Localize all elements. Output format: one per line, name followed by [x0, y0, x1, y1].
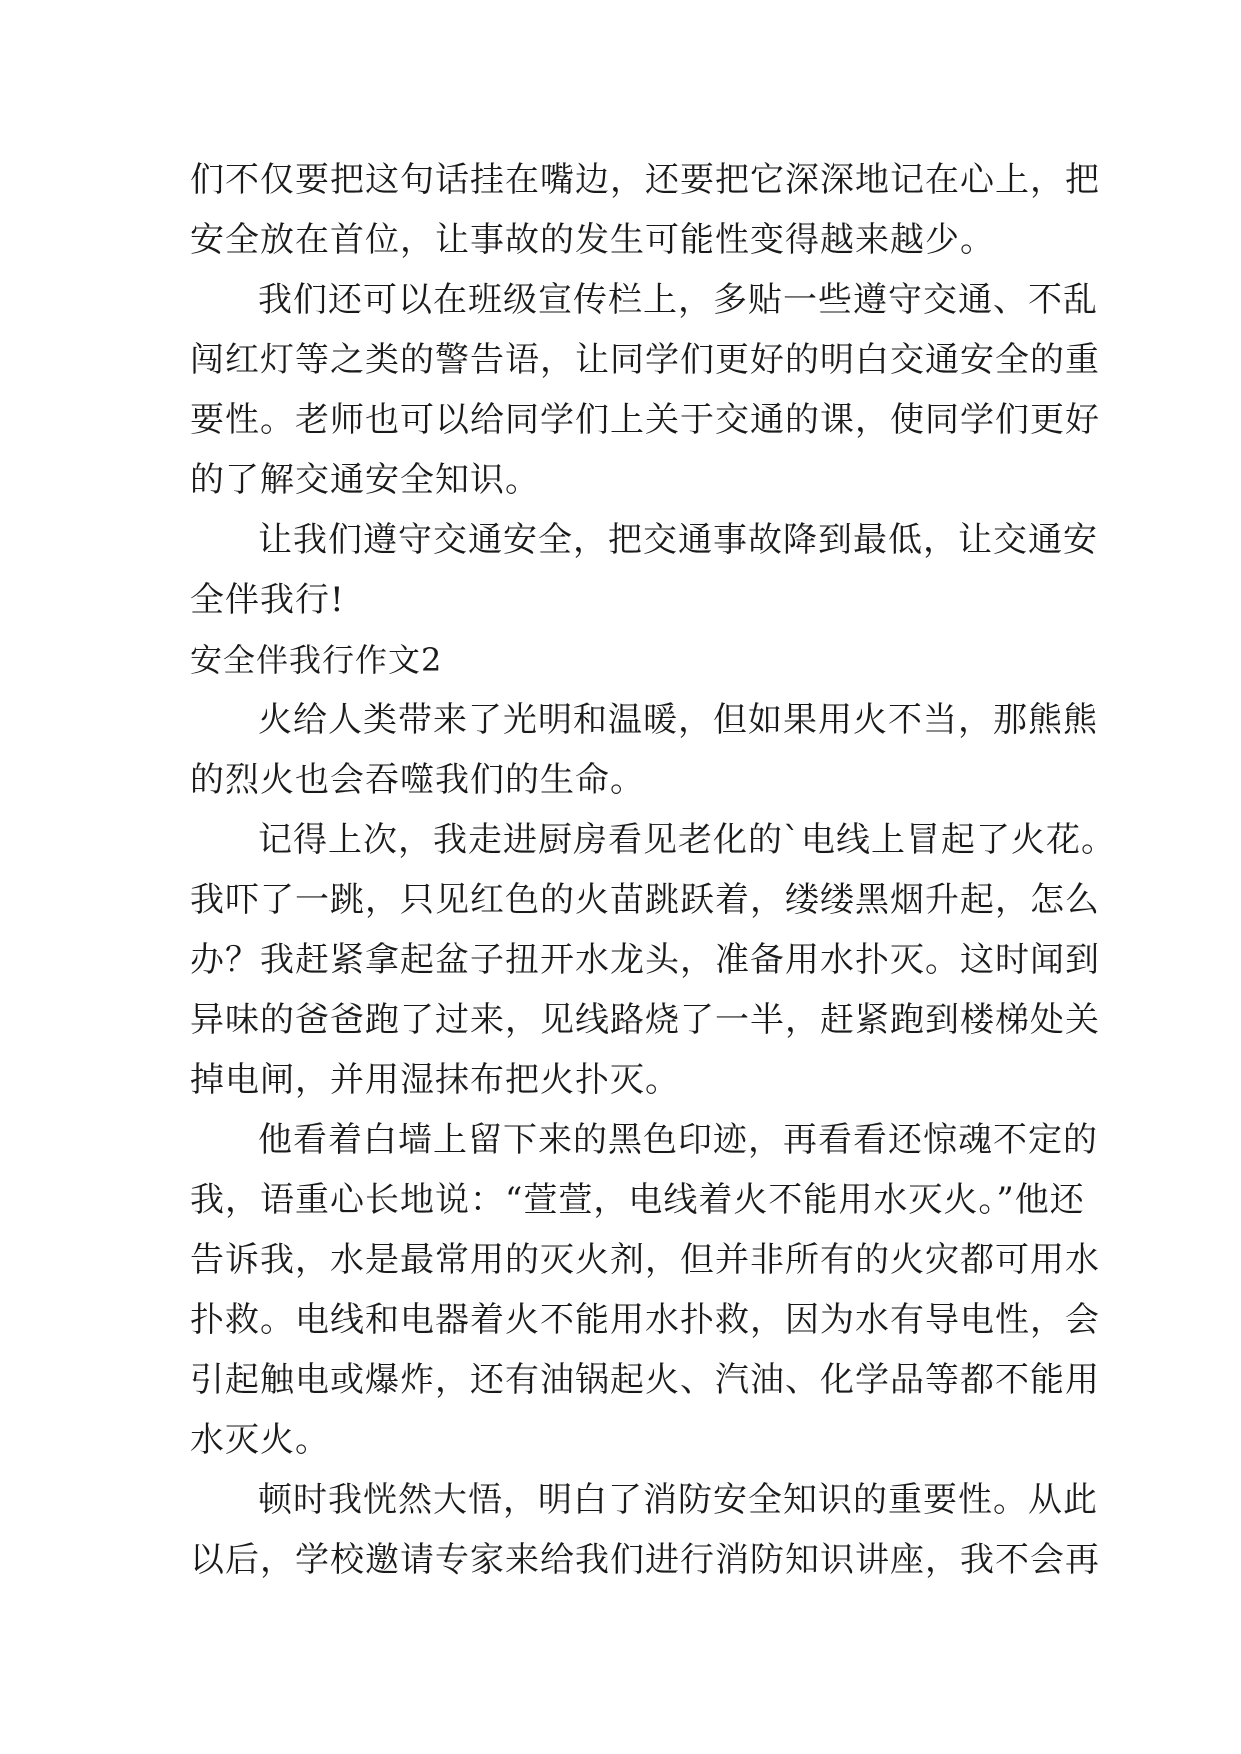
heading-text: 安全伴我行作文2 — [190, 641, 443, 679]
text-line: 让我们遵守交通安全，把交通事故降到最低，让交通安 — [258, 520, 1098, 560]
text-line: 们不仅要把这句话挂在嘴边，还要把它深深地记在心上，把 — [190, 160, 1100, 200]
document-page — [190, 150, 1116, 1590]
text-line: 要性。老师也可以给同学们上关于交通的课，使同学们更好 — [190, 400, 1100, 440]
text-line: 掉电闸，并用湿抹布把火扑灭。 — [190, 1060, 680, 1100]
text-line: 扑救。电线和电器着火不能用水扑救，因为水有导电性，会 — [190, 1300, 1100, 1340]
text-line: 记得上次，我走进厨房看见老化的`电线上冒起了火花。 — [258, 820, 1116, 860]
paragraph — [190, 150, 1100, 270]
text-line: 的了解交通安全知识。 — [190, 460, 540, 500]
paragraph — [190, 1470, 1100, 1590]
text-line: 我吓了一跳，只见红色的火苗跳跃着，缕缕黑烟升起，怎么 — [190, 880, 1100, 920]
text-line: 以后，学校邀请专家来给我们进行消防知识讲座，我不会再 — [190, 1540, 1100, 1580]
text-line: 异味的爸爸跑了过来，见线路烧了一半，赶紧跑到楼梯处关 — [190, 1000, 1100, 1040]
text-line: 他看着白墙上留下来的黑色印迹，再看看还惊魂不定的 — [258, 1120, 1098, 1160]
text-line: 全伴我行! — [190, 580, 345, 620]
text-line: 告诉我，水是最常用的灭火剂，但并非所有的火灾都可用水 — [190, 1240, 1100, 1280]
text-line: 顿时我恍然大悟，明白了消防安全知识的重要性。从此 — [258, 1480, 1098, 1520]
text-line: 引起触电或爆炸，还有油锅起火、汽油、化学品等都不能用 — [190, 1360, 1100, 1400]
paragraph — [190, 810, 1116, 1110]
text-line: 安全放在首位，让事故的发生可能性变得越来越少。 — [190, 220, 995, 260]
paragraph — [190, 1110, 1100, 1470]
text-line: 我们还可以在班级宣传栏上，多贴一些遵守交通、不乱 — [258, 280, 1098, 320]
paragraph — [190, 690, 1098, 810]
paragraph — [190, 270, 1100, 510]
text-line: 水灭火。 — [190, 1420, 330, 1460]
text-line: 办？我赶紧拿起盆子扭开水龙头，准备用水扑灭。这时闻到 — [190, 940, 1100, 980]
text-line: 闯红灯等之类的警告语，让同学们更好的明白交通安全的重 — [190, 340, 1100, 380]
text-line: 我，语重心长地说：“萱萱，电线着火不能用水灭火。”他还 — [190, 1180, 1085, 1220]
text-line: 火给人类带来了光明和温暖，但如果用火不当，那熊熊 — [258, 700, 1098, 740]
text-line: 的烈火也会吞噬我们的生命。 — [190, 760, 645, 800]
paragraph — [190, 510, 1098, 630]
section-heading — [190, 630, 1070, 690]
